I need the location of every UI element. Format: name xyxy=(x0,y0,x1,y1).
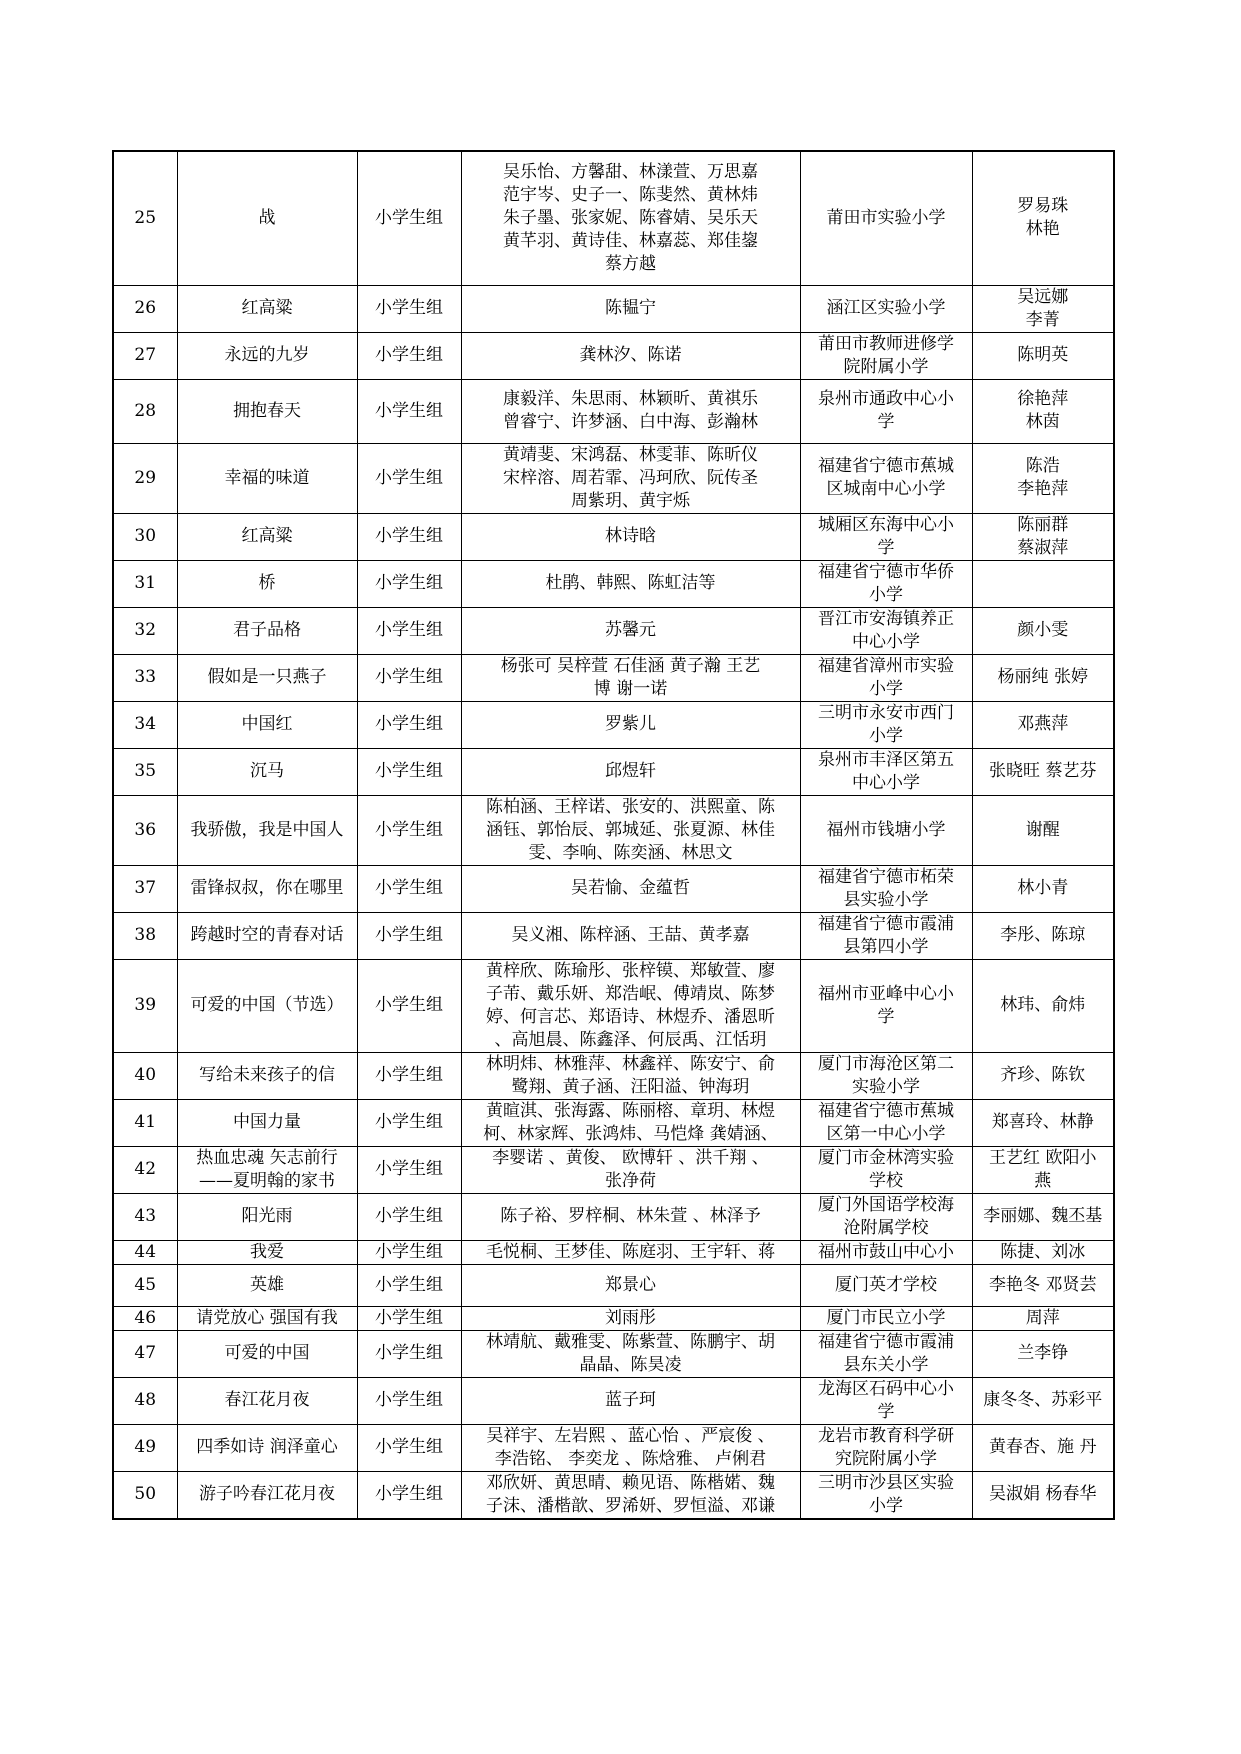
table-row xyxy=(113,865,1114,912)
no-cell: 30 xyxy=(113,513,177,560)
no-cell: 39 xyxy=(113,959,177,1052)
no-cell: 46 xyxy=(113,1306,177,1330)
no-cell: 47 xyxy=(113,1330,177,1377)
title-cell: 假如是一只燕子 xyxy=(177,654,357,701)
members-cell: 苏馨元 xyxy=(461,607,800,654)
group-cell: 小学生组 xyxy=(357,379,461,443)
no-cell: 35 xyxy=(113,748,177,795)
group-cell: 小学生组 xyxy=(357,1193,461,1240)
group-cell: 小学生组 xyxy=(357,332,461,379)
teacher-cell: 李艳冬 邓贤芸 xyxy=(972,1264,1114,1306)
members-cell: 林靖航、戴雅雯、陈紫萱、陈鹏宇、胡 晶晶、陈昊凌 xyxy=(461,1330,800,1377)
school-cell: 三明市沙县区实验 小学 xyxy=(800,1471,972,1519)
teacher-cell: 郑喜玲、林静 xyxy=(972,1099,1114,1146)
no-cell: 37 xyxy=(113,865,177,912)
table-row xyxy=(113,748,1114,795)
no-cell: 49 xyxy=(113,1424,177,1471)
table-row xyxy=(113,912,1114,959)
members-cell: 杜鹃、韩熙、陈虹洁等 xyxy=(461,560,800,607)
teacher-cell: 陈明英 xyxy=(972,332,1114,379)
group-cell: 小学生组 xyxy=(357,865,461,912)
members-cell: 邱煜轩 xyxy=(461,748,800,795)
no-cell: 44 xyxy=(113,1240,177,1264)
table-row xyxy=(113,959,1114,1052)
table-row xyxy=(113,379,1114,443)
school-cell: 福建省宁德市蕉城 区第一中心小学 xyxy=(800,1099,972,1146)
title-cell: 春江花月夜 xyxy=(177,1377,357,1424)
group-cell: 小学生组 xyxy=(357,701,461,748)
teacher-cell: 徐艳萍 林茵 xyxy=(972,379,1114,443)
table-row xyxy=(113,654,1114,701)
teacher-cell: 谢醒 xyxy=(972,795,1114,865)
school-cell: 泉州市通政中心小 学 xyxy=(800,379,972,443)
group-cell: 小学生组 xyxy=(357,1146,461,1193)
school-cell: 福建省宁德市蕉城 区城南中心小学 xyxy=(800,443,972,513)
title-cell: 游子吟春江花月夜 xyxy=(177,1471,357,1519)
group-cell: 小学生组 xyxy=(357,795,461,865)
group-cell: 小学生组 xyxy=(357,151,461,285)
title-cell: 红高粱 xyxy=(177,285,357,332)
teacher-cell: 林玮、俞炜 xyxy=(972,959,1114,1052)
teacher-cell: 李彤、陈琼 xyxy=(972,912,1114,959)
teacher-cell: 杨丽纯 张婷 xyxy=(972,654,1114,701)
title-cell: 雷锋叔叔，你在哪里 xyxy=(177,865,357,912)
table-row xyxy=(113,332,1114,379)
no-cell: 26 xyxy=(113,285,177,332)
entries-table-body xyxy=(113,151,1114,1519)
title-cell: 英雄 xyxy=(177,1264,357,1306)
teacher-cell: 李丽娜、魏丕基 xyxy=(972,1193,1114,1240)
members-cell: 邓欣妍、黄思晴、赖见语、陈楷婼、魏 子沫、潘楷歆、罗浠妍、罗恒溢、邓谦 xyxy=(461,1471,800,1519)
members-cell: 杨张可 吴梓萱 石佳涵 黄子瀚 王艺 博 谢一诺 xyxy=(461,654,800,701)
table-row xyxy=(113,560,1114,607)
school-cell: 厦门市海沧区第二 实验小学 xyxy=(800,1052,972,1099)
group-cell: 小学生组 xyxy=(357,1240,461,1264)
group-cell: 小学生组 xyxy=(357,1330,461,1377)
title-cell: 写给未来孩子的信 xyxy=(177,1052,357,1099)
no-cell: 25 xyxy=(113,151,177,285)
teacher-cell: 陈浩 李艳萍 xyxy=(972,443,1114,513)
school-cell: 福建省宁德市霞浦 县东关小学 xyxy=(800,1330,972,1377)
members-cell: 李婴诺 、黄俊、 欧博轩 、洪千翔 、 张净荷 xyxy=(461,1146,800,1193)
school-cell: 福建省宁德市华侨 小学 xyxy=(800,560,972,607)
table-row xyxy=(113,1377,1114,1424)
members-cell: 黄梓欣、陈瑜彤、张梓镆、郑敏萱、廖 子芾、戴乐妍、郑浩岷、傅靖岚、陈梦 婷、何言芯、郑语诗、林煜乔、潘恩昕 、高旭晨、陈鑫泽、何辰禹、江恬玥 xyxy=(461,959,800,1052)
group-cell: 小学生组 xyxy=(357,285,461,332)
school-cell: 厦门市民立小学 xyxy=(800,1306,972,1330)
teacher-cell: 邓燕萍 xyxy=(972,701,1114,748)
members-cell: 林明炜、林雅萍、林鑫祥、陈安宁、俞 鹭翔、黄子涵、汪阳溢、钟海玥 xyxy=(461,1052,800,1099)
teacher-cell: 颜小雯 xyxy=(972,607,1114,654)
school-cell: 厦门市金林湾实验 学校 xyxy=(800,1146,972,1193)
title-cell: 请党放心 强国有我 xyxy=(177,1306,357,1330)
members-cell: 黄靖斐、宋鸿磊、林雯菲、陈昕仪 宋梓溶、周若霏、冯珂欣、阮传圣 周紫玥、黄宇烁 xyxy=(461,443,800,513)
group-cell: 小学生组 xyxy=(357,607,461,654)
group-cell: 小学生组 xyxy=(357,1099,461,1146)
no-cell: 36 xyxy=(113,795,177,865)
table-row xyxy=(113,285,1114,332)
no-cell: 29 xyxy=(113,443,177,513)
group-cell: 小学生组 xyxy=(357,1264,461,1306)
teacher-cell: 兰李铮 xyxy=(972,1330,1114,1377)
no-cell: 34 xyxy=(113,701,177,748)
members-cell: 吴若愉、金蕴哲 xyxy=(461,865,800,912)
teacher-cell: 陈丽群 蔡淑萍 xyxy=(972,513,1114,560)
table-row xyxy=(113,443,1114,513)
members-cell: 吴义湘、陈梓涵、王喆、黄孝嘉 xyxy=(461,912,800,959)
title-cell: 我骄傲，我是中国人 xyxy=(177,795,357,865)
members-cell: 陈韫宁 xyxy=(461,285,800,332)
table-row xyxy=(113,1264,1114,1306)
table-row xyxy=(113,1146,1114,1193)
title-cell: 四季如诗 润泽童心 xyxy=(177,1424,357,1471)
entries-table xyxy=(112,150,1115,1520)
table-row xyxy=(113,1193,1114,1240)
school-cell: 泉州市丰泽区第五 中心小学 xyxy=(800,748,972,795)
group-cell: 小学生组 xyxy=(357,513,461,560)
school-cell: 福建省宁德市柘荣 县实验小学 xyxy=(800,865,972,912)
table-row xyxy=(113,513,1114,560)
teacher-cell: 吴淑娟 杨春华 xyxy=(972,1471,1114,1519)
title-cell: 可爱的中国（节选） xyxy=(177,959,357,1052)
teacher-cell: 黄春杏、施 丹 xyxy=(972,1424,1114,1471)
no-cell: 40 xyxy=(113,1052,177,1099)
school-cell: 莆田市实验小学 xyxy=(800,151,972,285)
group-cell: 小学生组 xyxy=(357,912,461,959)
group-cell: 小学生组 xyxy=(357,1424,461,1471)
no-cell: 38 xyxy=(113,912,177,959)
members-cell: 刘雨彤 xyxy=(461,1306,800,1330)
group-cell: 小学生组 xyxy=(357,959,461,1052)
no-cell: 31 xyxy=(113,560,177,607)
members-cell: 龚林汐、陈诺 xyxy=(461,332,800,379)
school-cell: 福州市亚峰中心小 学 xyxy=(800,959,972,1052)
school-cell: 三明市永安市西门 小学 xyxy=(800,701,972,748)
teacher-cell: 齐珍、陈钦 xyxy=(972,1052,1114,1099)
table-row xyxy=(113,795,1114,865)
teacher-cell: 陈捷、刘冰 xyxy=(972,1240,1114,1264)
table-row xyxy=(113,1240,1114,1264)
title-cell: 可爱的中国 xyxy=(177,1330,357,1377)
table-row xyxy=(113,1471,1114,1519)
group-cell: 小学生组 xyxy=(357,443,461,513)
group-cell: 小学生组 xyxy=(357,560,461,607)
school-cell: 城厢区东海中心小 学 xyxy=(800,513,972,560)
school-cell: 福州市钱塘小学 xyxy=(800,795,972,865)
school-cell: 福建省漳州市实验 小学 xyxy=(800,654,972,701)
title-cell: 我爱 xyxy=(177,1240,357,1264)
title-cell: 拥抱春天 xyxy=(177,379,357,443)
teacher-cell: 康冬冬、苏彩平 xyxy=(972,1377,1114,1424)
members-cell: 吴祥宇、左岩熙 、蓝心怡 、严宸俊 、 李浩铭、 李奕龙 、陈焓雅、 卢俐君 xyxy=(461,1424,800,1471)
title-cell: 中国力量 xyxy=(177,1099,357,1146)
title-cell: 永远的九岁 xyxy=(177,332,357,379)
table-row xyxy=(113,607,1114,654)
title-cell: 跨越时空的青春对话 xyxy=(177,912,357,959)
table-row xyxy=(113,701,1114,748)
school-cell: 龙海区石码中心小 学 xyxy=(800,1377,972,1424)
table-row xyxy=(113,151,1114,285)
no-cell: 41 xyxy=(113,1099,177,1146)
title-cell: 红高粱 xyxy=(177,513,357,560)
no-cell: 45 xyxy=(113,1264,177,1306)
title-cell: 战 xyxy=(177,151,357,285)
no-cell: 43 xyxy=(113,1193,177,1240)
members-cell: 陈柏涵、王梓诺、张安的、洪熙童、陈 涵钰、郭怡辰、郭城延、张夏源、林佳 雯、李响、陈奕涵、林思文 xyxy=(461,795,800,865)
table-row xyxy=(113,1424,1114,1471)
no-cell: 28 xyxy=(113,379,177,443)
members-cell: 林诗晗 xyxy=(461,513,800,560)
title-cell: 桥 xyxy=(177,560,357,607)
teacher-cell: 张晓旺 蔡艺芬 xyxy=(972,748,1114,795)
title-cell: 热血忠魂 矢志前行 ——夏明翰的家书 xyxy=(177,1146,357,1193)
school-cell: 福建省宁德市霞浦 县第四小学 xyxy=(800,912,972,959)
school-cell: 涵江区实验小学 xyxy=(800,285,972,332)
members-cell: 蓝子珂 xyxy=(461,1377,800,1424)
teacher-cell xyxy=(972,560,1114,607)
school-cell: 厦门外国语学校海 沧附属学校 xyxy=(800,1193,972,1240)
teacher-cell: 周萍 xyxy=(972,1306,1114,1330)
group-cell: 小学生组 xyxy=(357,1306,461,1330)
members-cell: 陈子裕、罗梓桐、林朱萱 、林泽予 xyxy=(461,1193,800,1240)
teacher-cell: 罗易珠 林艳 xyxy=(972,151,1114,285)
no-cell: 50 xyxy=(113,1471,177,1519)
table-row xyxy=(113,1052,1114,1099)
table-row xyxy=(113,1306,1114,1330)
no-cell: 27 xyxy=(113,332,177,379)
group-cell: 小学生组 xyxy=(357,1377,461,1424)
members-cell: 黄暄淇、张海露、陈丽榕、章玥、林煜 柯、林家辉、张鸿炜、马恺烽 龚婧涵、 xyxy=(461,1099,800,1146)
school-cell: 福州市鼓山中心小 xyxy=(800,1240,972,1264)
title-cell: 君子品格 xyxy=(177,607,357,654)
title-cell: 中国红 xyxy=(177,701,357,748)
table-row xyxy=(113,1330,1114,1377)
title-cell: 沉马 xyxy=(177,748,357,795)
teacher-cell: 王艺红 欧阳小 燕 xyxy=(972,1146,1114,1193)
school-cell: 龙岩市教育科学研 究院附属小学 xyxy=(800,1424,972,1471)
teacher-cell: 林小青 xyxy=(972,865,1114,912)
group-cell: 小学生组 xyxy=(357,1471,461,1519)
teacher-cell: 吴远娜 李菁 xyxy=(972,285,1114,332)
title-cell: 幸福的味道 xyxy=(177,443,357,513)
members-cell: 罗紫儿 xyxy=(461,701,800,748)
title-cell: 阳光雨 xyxy=(177,1193,357,1240)
members-cell: 康毅洋、朱思雨、林颖昕、黄祺乐 曾睿宁、许梦涵、白中海、彭瀚林 xyxy=(461,379,800,443)
table-row xyxy=(113,1099,1114,1146)
group-cell: 小学生组 xyxy=(357,654,461,701)
no-cell: 42 xyxy=(113,1146,177,1193)
school-cell: 晋江市安海镇养正 中心小学 xyxy=(800,607,972,654)
school-cell: 莆田市教师进修学 院附属小学 xyxy=(800,332,972,379)
school-cell: 厦门英才学校 xyxy=(800,1264,972,1306)
group-cell: 小学生组 xyxy=(357,1052,461,1099)
members-cell: 郑景心 xyxy=(461,1264,800,1306)
members-cell: 毛悦桐、王梦佳、陈庭羽、王宇轩、蒋 xyxy=(461,1240,800,1264)
members-cell: 吴乐怡、方馨甜、林漾萱、万思嘉 范宇岑、史子一、陈斐然、黄林炜 朱子墨、张家妮、陈睿婧、吴乐天 黄芊羽、黄诗佳、林嘉蕊、郑佳鋆 蔡方越 xyxy=(461,151,800,285)
no-cell: 32 xyxy=(113,607,177,654)
no-cell: 48 xyxy=(113,1377,177,1424)
group-cell: 小学生组 xyxy=(357,748,461,795)
no-cell: 33 xyxy=(113,654,177,701)
